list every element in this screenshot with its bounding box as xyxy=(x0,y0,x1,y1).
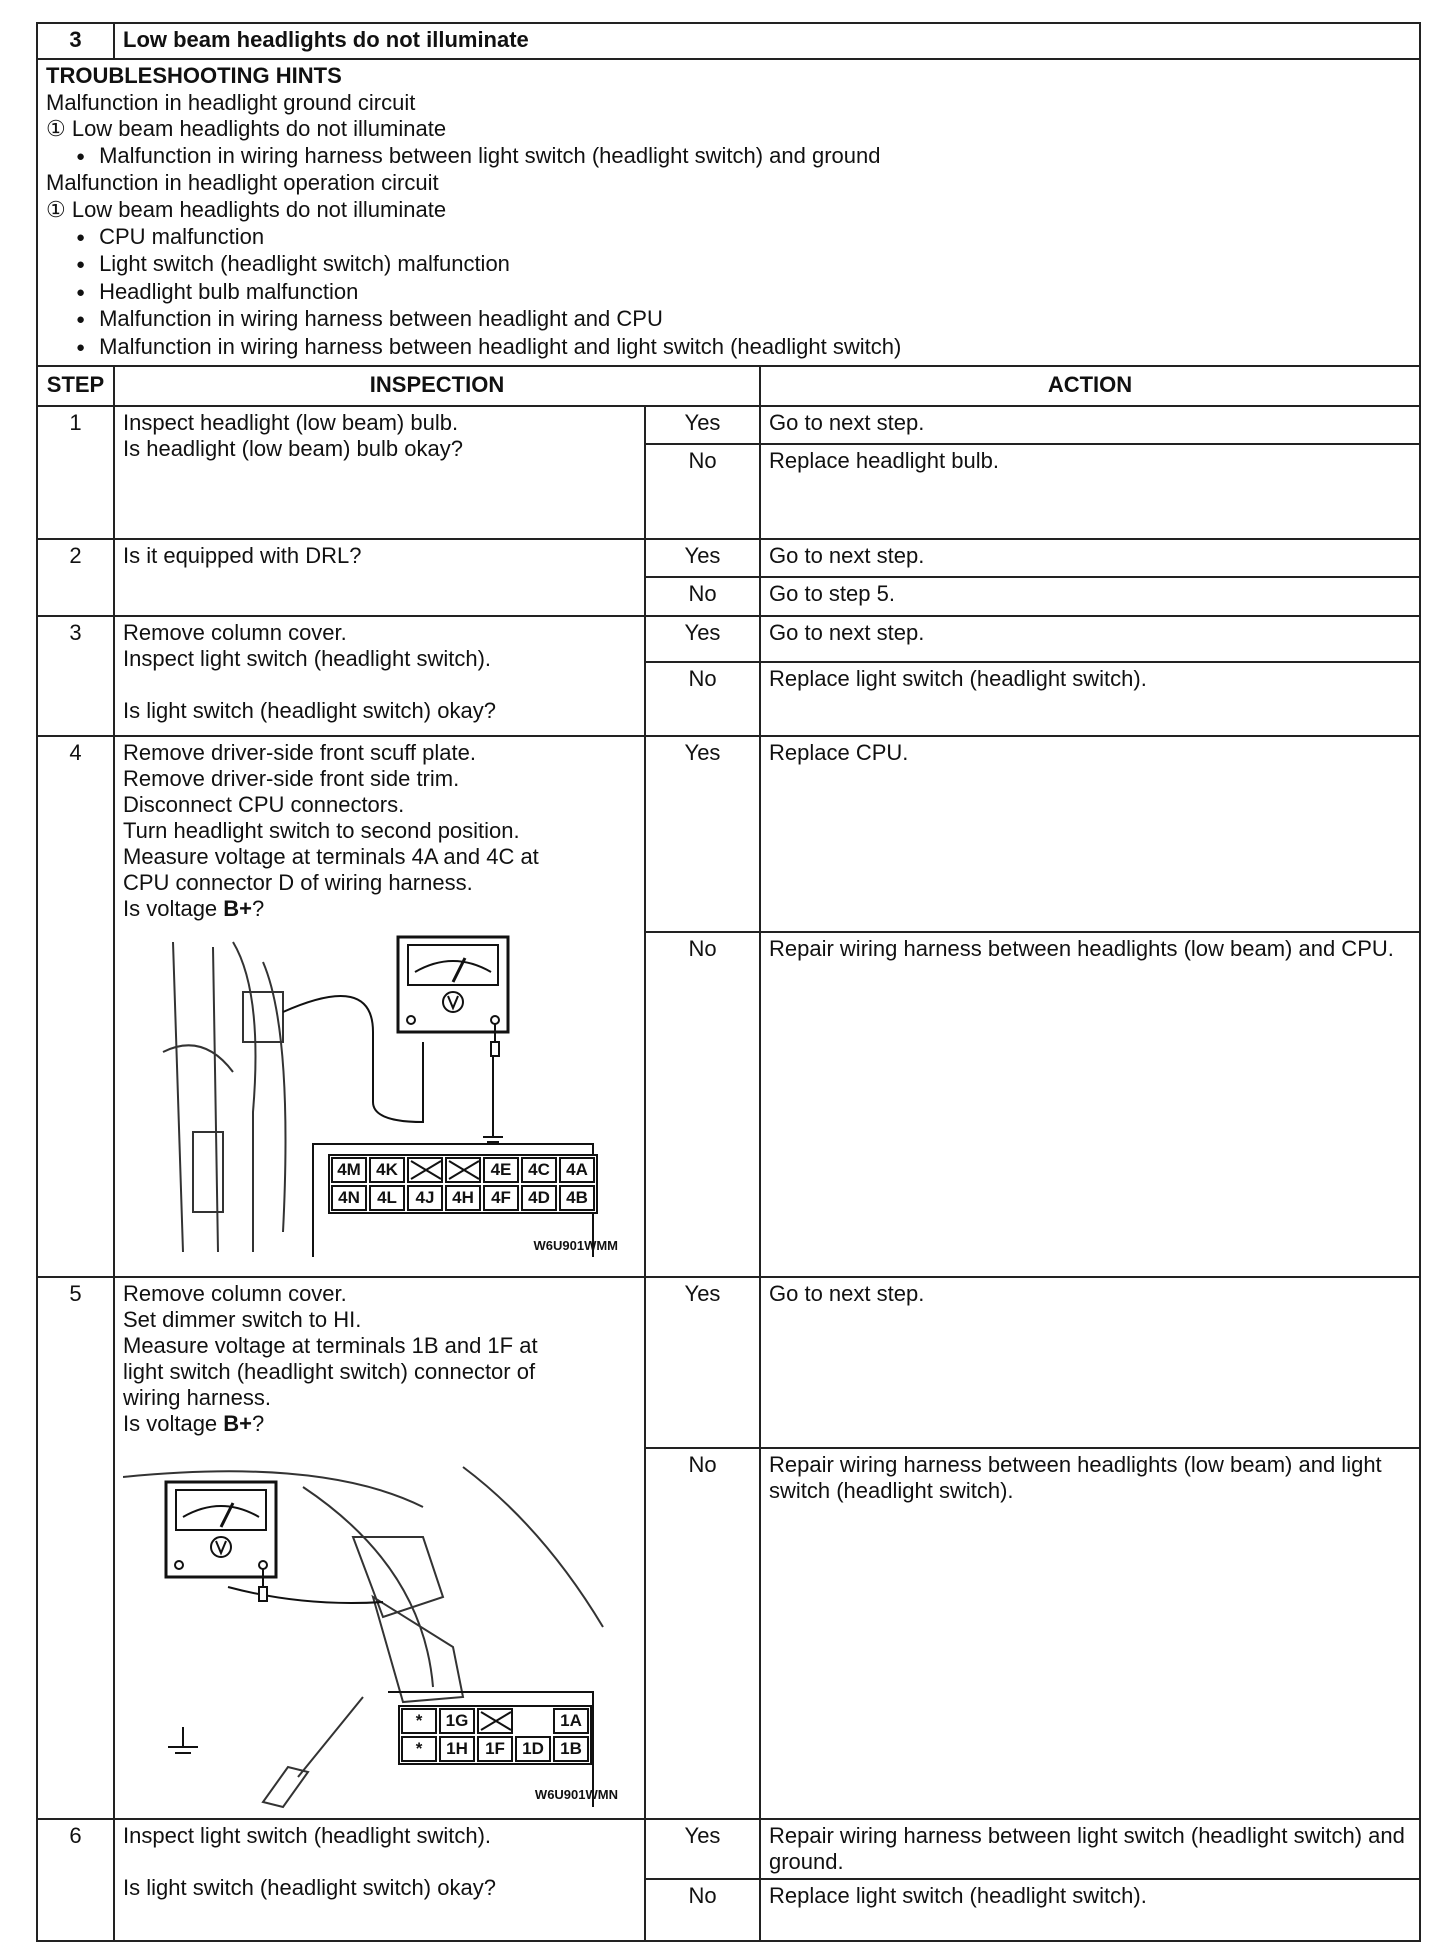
no-label: No xyxy=(645,1879,760,1941)
question-bold: B+ xyxy=(223,1411,253,1436)
connector-diagram xyxy=(398,1705,592,1765)
connector-pin: 1D xyxy=(515,1736,551,1762)
question-bold: B+ xyxy=(223,896,253,921)
hint-line: Malfunction in headlight operation circuit xyxy=(46,170,439,196)
connector-pin: 4C xyxy=(521,1157,557,1183)
column-header-step: STEP xyxy=(37,366,114,406)
yes-label: Yes xyxy=(645,539,760,577)
question-end: ? xyxy=(252,1411,265,1436)
connector-pin: 4N xyxy=(331,1185,367,1211)
blank-pin-crossed xyxy=(445,1157,481,1183)
hint-bullet-item: ● Malfunction in wiring harness between headlight and light switch (headlight switch) xyxy=(46,334,1411,362)
no-action: Go to step 5. xyxy=(760,577,1420,616)
step-number: 3 xyxy=(37,616,114,736)
inspection-line: light switch (headlight switch) connector of xyxy=(123,1359,536,1384)
hint-lines xyxy=(46,90,1411,362)
inspection-line: Remove driver-side front side trim. xyxy=(123,766,460,791)
inspection-line: Set dimmer switch to HI. xyxy=(123,1307,362,1332)
connector-pin: 1G xyxy=(439,1708,475,1734)
inspection-line: Is headlight (low beam) bulb okay? xyxy=(123,436,463,461)
inspection-cell xyxy=(114,1277,645,1819)
inspection-line xyxy=(123,672,636,698)
inspection-cell xyxy=(114,616,645,736)
step-number: 6 xyxy=(37,1819,114,1941)
connector-pin: 4F xyxy=(483,1185,519,1211)
inspection-cell xyxy=(114,539,645,616)
empty-pin xyxy=(515,1708,551,1730)
hints-heading: TROUBLESHOOTING HINTS xyxy=(46,63,342,88)
connector-pin: 4M xyxy=(331,1157,367,1183)
yes-action: Go to next step. xyxy=(760,539,1420,577)
inspection-line: Remove column cover. xyxy=(123,620,347,645)
connector-pin: 1B xyxy=(553,1736,589,1762)
inspection-line xyxy=(123,1849,636,1875)
yes-label: Yes xyxy=(645,1819,760,1879)
cross-icon xyxy=(447,1159,481,1181)
step-number: 5 xyxy=(37,1277,114,1819)
connector-pin: 1H xyxy=(439,1736,475,1762)
step-number: 4 xyxy=(37,736,114,1277)
yes-action: Repair wiring harness between light switch (headlight switch) and ground. xyxy=(760,1819,1420,1879)
no-label: No xyxy=(645,577,760,616)
question-text: Is voltage xyxy=(123,1411,224,1436)
hint-bullet-item: ● CPU malfunction xyxy=(46,224,1411,252)
connector-pin: 4D xyxy=(521,1185,557,1211)
yes-action: Go to next step. xyxy=(760,406,1420,444)
no-action: Replace light switch (headlight switch). xyxy=(760,1879,1420,1941)
hint-bullet-item: ● Malfunction in wiring harness between headlight and CPU xyxy=(46,306,1411,334)
inspection-line: Turn headlight switch to second position. xyxy=(123,818,520,843)
inspection-line: Is it equipped with DRL? xyxy=(123,543,362,568)
column-header-action: ACTION xyxy=(760,366,1420,406)
no-label: No xyxy=(645,662,760,736)
step-row xyxy=(37,1277,1420,1448)
no-label: No xyxy=(645,444,760,539)
inspection-line: Remove column cover. xyxy=(123,1281,347,1306)
yes-action: Go to next step. xyxy=(760,616,1420,662)
no-action: Repair wiring harness between headlights (low beam) and CPU. xyxy=(760,932,1420,1277)
yes-label: Yes xyxy=(645,736,760,932)
no-label: No xyxy=(645,1448,760,1819)
step-row xyxy=(37,616,1420,662)
hint-bullet-item: ● Malfunction in wiring harness between light switch (headlight switch) and ground xyxy=(46,143,1411,171)
blank-pin-crossed xyxy=(407,1157,443,1183)
cross-icon xyxy=(409,1159,443,1181)
inspection-question xyxy=(123,1411,636,1437)
connector-pin: 4L xyxy=(369,1185,405,1211)
voltmeter-icon xyxy=(161,1477,291,1607)
step-number: 1 xyxy=(37,406,114,539)
inspection-line: wiring harness. xyxy=(123,1385,271,1410)
hint-bullet-item: ● Headlight bulb malfunction xyxy=(46,279,1411,307)
hint-bullet-item: ● Light switch (headlight switch) malfunction xyxy=(46,251,1411,279)
connector-pin: 4J xyxy=(407,1185,443,1211)
step-number: 2 xyxy=(37,539,114,616)
no-action: Replace light switch (headlight switch). xyxy=(760,662,1420,736)
no-action: Replace headlight bulb. xyxy=(760,444,1420,539)
yes-label: Yes xyxy=(645,616,760,662)
inspection-line: Remove driver-side front scuff plate. xyxy=(123,740,476,765)
cross-icon xyxy=(479,1710,513,1732)
inspection-line: Disconnect CPU connectors. xyxy=(123,792,405,817)
yes-action: Go to next step. xyxy=(760,1277,1420,1448)
blank-pin-crossed xyxy=(477,1708,513,1734)
connector-pin: 4B xyxy=(559,1185,595,1211)
inspection-question xyxy=(123,896,636,922)
hint-line: Malfunction in headlight ground circuit xyxy=(46,89,416,115)
inspection-line: Is light switch (headlight switch) okay? xyxy=(123,1875,496,1900)
question-text: Is voltage xyxy=(123,896,224,921)
section-number: 3 xyxy=(37,23,114,59)
inspection-cell xyxy=(114,1819,645,1941)
connector-pin: 4H xyxy=(445,1185,481,1211)
inspection-line: Measure voltage at terminals 4A and 4C at xyxy=(123,844,539,869)
figure-code: W6U901WMN xyxy=(534,1787,618,1802)
troubleshooting-hints xyxy=(37,59,1420,366)
steps-body xyxy=(37,406,1420,1941)
figure-code: W6U901WMM xyxy=(533,1238,618,1253)
voltmeter-icon xyxy=(393,932,523,1062)
inspection-line: Inspect light switch (headlight switch). xyxy=(123,1823,492,1848)
no-action: Repair wiring harness between headlights (low beam) and light switch (headlight switch). xyxy=(760,1448,1420,1819)
inspection-line: CPU connector D of wiring harness. xyxy=(123,870,473,895)
connector-pin: 1A xyxy=(553,1708,589,1734)
hint-line: ① Low beam headlights do not illuminate xyxy=(46,196,447,222)
connector-pin: 1F xyxy=(477,1736,513,1762)
step-row xyxy=(37,1819,1420,1879)
yes-label: Yes xyxy=(645,1277,760,1448)
inspection-cell xyxy=(114,736,645,1277)
step-row xyxy=(37,736,1420,932)
inspection-figure xyxy=(123,1447,623,1809)
connector-pin: 4K xyxy=(369,1157,405,1183)
inspection-line: Inspect light switch (headlight switch). xyxy=(123,646,492,671)
question-end: ? xyxy=(252,896,265,921)
connector-diagram xyxy=(328,1154,598,1214)
connector-pin: 4E xyxy=(483,1157,519,1183)
yes-action: Replace CPU. xyxy=(760,736,1420,932)
step-row xyxy=(37,406,1420,444)
connector-pin: * xyxy=(401,1708,437,1734)
inspection-line: Is light switch (headlight switch) okay? xyxy=(123,698,496,723)
inspection-line: Inspect headlight (low beam) bulb. xyxy=(123,410,459,435)
troubleshooting-table xyxy=(36,22,1421,1942)
inspection-figure xyxy=(123,932,623,1262)
no-label: No xyxy=(645,932,760,1277)
step-row xyxy=(37,539,1420,577)
inspection-cell xyxy=(114,406,645,539)
hint-line: ① Low beam headlights do not illuminate xyxy=(46,116,447,142)
connector-pin: * xyxy=(401,1736,437,1762)
section-title: Low beam headlights do not illuminate xyxy=(114,23,1420,59)
yes-label: Yes xyxy=(645,406,760,444)
column-header-inspection: INSPECTION xyxy=(114,366,760,406)
inspection-line: Measure voltage at terminals 1B and 1F at xyxy=(123,1333,538,1358)
connector-pin: 4A xyxy=(559,1157,595,1183)
